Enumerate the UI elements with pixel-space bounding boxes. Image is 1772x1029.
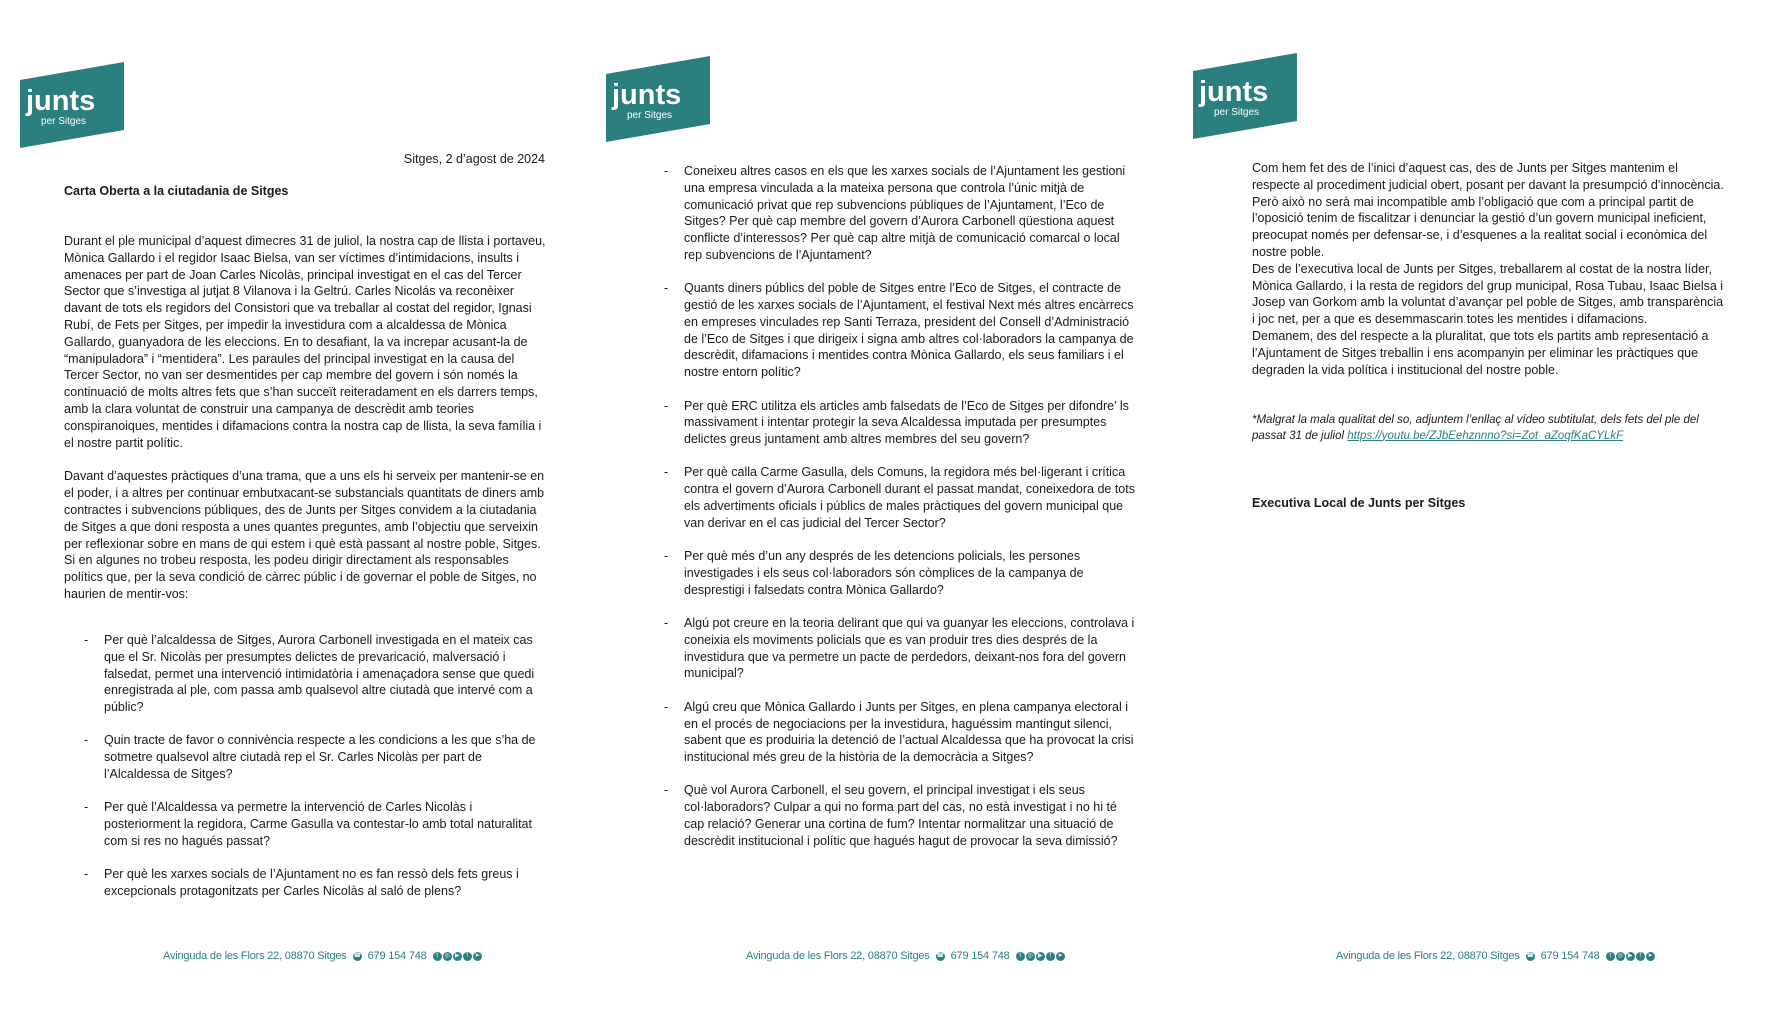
- phone-icon: ☎: [1526, 952, 1534, 959]
- youtube-icon[interactable]: ▶: [453, 952, 462, 961]
- paragraph: Des de l’executiva local de Junts per Sitges, treballarem al costat de la nostra líder, Mònica Gallardo, i la resta de regidors del grup municipal, Rosa Tubau, Isaac Bielsa i Josep van Gorkom amb la voluntat d’avançar pel poble de Sitges, amb transparència i joc net, per a que es desemmascarin totes les mentides i difamacions.: [1252, 261, 1724, 327]
- logo-sub-text: per Sitges: [627, 110, 673, 121]
- letter-closing: [1252, 160, 1727, 378]
- logo-main-text: junts: [1199, 76, 1269, 108]
- list-item: - Per què l’alcaldessa de Sitges, Aurora Carbonell investigada en el mateix cas que el Sr. Nicolàs per presumptes delictes de prevaricació, malversació i falsedat, permet una intervenció intimidatòria i amenaçadora sense que quedi enregistrada al ple, com passa amb qualsevol altre ciutadà que intervé com a públic?: [84, 632, 546, 716]
- list-item: - Què vol Aurora Carbonell, el seu govern, el principal investigat i els seus col·laboradors? Culpar a qui no forma part del cas, no està investigat i no hi té cap relació? Generar una cortina de fum? Intentar normalitzar una situació de descrèdit institucional i polític que hagués hagut de provocar la seva dimissió?: [664, 782, 1138, 849]
- letter-title: Carta Oberta a la ciutadania de Sitges: [64, 184, 289, 198]
- footer-address: Avinguda de les Flors 22, 08870 Sitges: [1336, 950, 1520, 962]
- footer-address: Avinguda de les Flors 22, 08870 Sitges: [746, 950, 930, 962]
- youtube-icon[interactable]: ▶: [1626, 952, 1635, 961]
- youtube-icon[interactable]: ▶: [1036, 952, 1045, 961]
- phone-icon: ☎: [353, 952, 361, 959]
- instagram-icon[interactable]: ◎: [444, 952, 450, 959]
- social-icons: [1016, 952, 1065, 961]
- instagram-icon[interactable]: ◎: [1027, 952, 1033, 959]
- paragraph: Durant el ple municipal d’aquest dimecres 31 de juliol, la nostra cap de llista i portaveu, Mònica Gallardo i el regidor Isaac Bielsa, van ser víctimes d’intimidacions, insults i amenaces per part de Joan Carles Nicolàs, principal investigat en el cas del Tercer Sector que s’investiga al jutjat 8 Vilanova i la Geltrú. Carles Nicolás va reconèixer davant de tots els regidors del Consistori que va treballar al costat del regidor, Ignasi Rubí, de Fets per Sitges, per impedir la investidura com a alcaldessa de Mònica Gallardo, guanyadora de les eleccions. En to desafiant, la va increpar acusant-la de “manipuladora” i “mentidera”. Les paraules del principal investigat en la causa del Tercer Sector, no van ser desmentides per cap membre del govern i són només la continuació de molts altres fets que s’han succeït reiteradament en els darrers temps, amb la clara voluntat de construir una campanya de descrèdit amb teories conspiranoiques, mentides i difamacions contra la nostra cap de llista, la seva família i el nostre partit polític.: [64, 234, 546, 450]
- list-item: - Quants diners públics del poble de Sitges entre l’Eco de Sitges, el contracte de gestió de les xarxes socials de l’Ajuntament, el festival Next més altres encàrrecs en empreses vinculades rep Santi Terraza, president del Consell d’Administració de l’Eco de Sitges i que dirigeix i signa amb altres col·laboradors la campanya de descrèdit, difamacions i mentides contra Mònica Gallardo, els seus familiars i el nostre entorn polític?: [664, 280, 1138, 381]
- question-list: [664, 163, 1138, 866]
- list-item: - Per què més d’un any després de les detencions policials, les persones investigades i els seus col·laboradors són còmplices de la campanya de desprestigi i falsedats contra Mònica Gallardo?: [664, 548, 1138, 598]
- question-list: [84, 632, 546, 916]
- letter-intro: [64, 233, 546, 620]
- list-item: - Algú pot creure en la teoria delirant que qui va guanyar les eleccions, controlava i coneixia els moviments policials que es van produir tres dies després de la investidura que va permetre un pacte de perdedors, deixant-nos fora del govern municipal?: [664, 615, 1138, 682]
- logo-sub-text: per Sitges: [41, 116, 87, 127]
- list-item: - Per què l’Alcaldessa va permetre la intervenció de Carles Nicolàs i posteriorment la regidora, Carme Gasulla va contestar-lo amb total naturalitat com si res no hagués passat?: [84, 799, 546, 849]
- list-item: - Quin tracte de favor o connivència respecte a les condicions a les que s’ha de sotmetre qualsevol altre ciutadà rep el Sr. Carles Nicolàs per part de l’Alcaldessa de Sitges?: [84, 732, 546, 782]
- twitter-icon[interactable]: t: [1016, 952, 1025, 961]
- paragraph: Demanem, des del respecte a la pluralitat, que tots els partits amb representació a l’Ajuntament de Sitges treballin i ens acompanyin per eliminar les pràctiques que degraden la vida política i institucional del nostre poble.: [1252, 328, 1709, 377]
- letter-page-2: [590, 0, 1180, 1029]
- footer-phone: 679 154 748: [1540, 950, 1600, 962]
- signature: Executiva Local de Junts per Sitges: [1252, 496, 1466, 510]
- list-item: - Per què les xarxes socials de l’Ajuntament no es fan ressò dels fets greus i excepcionals protagonitzats per Carles Nicolàs al saló de plens?: [84, 866, 546, 900]
- facebook-icon[interactable]: f: [463, 952, 472, 961]
- phone-icon: ☎: [936, 952, 944, 959]
- letter-page-1: [0, 0, 580, 1029]
- list-item: - Algú creu que Mònica Gallardo i Junts per Sitges, en plena campanya electoral i en el procés de negociacions per la investidura, haguéssim mantingut silenci, sabent que es produiria la detenció de l’actual Alcaldessa que ha provocat la crisi institucional més greu de la història de la democràcia a Sitges?: [664, 699, 1138, 766]
- letter-date: Sitges, 2 d’agost de 2024: [403, 152, 545, 166]
- logo-main-text: junts: [26, 85, 96, 117]
- logo-main-text: junts: [612, 79, 682, 111]
- paragraph: Davant d’aquestes pràctiques d’una trama, que a uns els hi serveix per mantenir-se en el poder, i a altres per continuar embutxacant-se substancials quantitats de diners amb contractes i subvencions públiques, des de Junts per Sitges convidem a la ciutadania de Sitges a que doni resposta a unes quantes preguntes, amb l’objectiu que serveixin per reflexionar sobre en mans de qui estem i què està passant al nostre poble, Sitges. Si en algunes no trobeu resposta, les podeu dirigir directament als responsables polítics que, per la seva condició de càrrec públic i de governar el poble de Sitges, no haurien de mentir-vos:: [64, 469, 545, 601]
- telegram-icon[interactable]: ➤: [473, 952, 482, 961]
- letter-page-3: [1180, 0, 1772, 1029]
- list-item: - Coneixeu altres casos en els que les xarxes socials de l’Ajuntament les gestioni una empresa vinculada a la mateixa persona que controla l’únic mitjà de comunicació privat que rep subvencions públiques de l’Ajuntament, l’Eco de Sitges? Per què cap membre del govern d’Aurora Carbonell qüestiona aquest conflicte d’interessos? Per què cap altre mitjà de comunicació comarcal o local rep subvencions de l’Ajuntament?: [664, 163, 1138, 264]
- junts-logo: [1193, 53, 1297, 139]
- logo-sub-text: per Sitges: [1214, 107, 1260, 118]
- letter-footer: [746, 948, 1065, 964]
- facebook-icon[interactable]: f: [1636, 952, 1645, 961]
- list-item: - Per què ERC utilitza els articles amb falsedats de l’Eco de Sitges per difondre’ ls massivament i intentar protegir la seva Alcaldessa imputada per presumptes delictes greus juntament amb altres membres del seu govern?: [664, 398, 1138, 448]
- footer-phone: 679 154 748: [367, 950, 427, 962]
- telegram-icon[interactable]: ➤: [1646, 952, 1655, 961]
- paragraph: Com hem fet des de l’inici d’aquest cas, des de Junts per Sitges mantenim el respecte al procediment judicial obert, posant per davant la presumpció d’innocència. Però això no serà mai incompatible amb l’obligació que com a principal partit de l’oposició tenim de fiscalitzar i denunciar la gestió d’un govern municipal ineficient, preocupat només per defensar-se, i d’esquenes a la realitat social i econòmica del nostre poble.: [1252, 161, 1724, 259]
- twitter-icon[interactable]: t: [433, 952, 442, 961]
- telegram-icon[interactable]: ➤: [1056, 952, 1065, 961]
- facebook-icon[interactable]: f: [1046, 952, 1055, 961]
- list-item: - Per què calla Carme Gasulla, dels Comuns, la regidora més bel·ligerant i crítica contra el govern d’Aurora Carbonell durant el passat mandat, coneixedora de tots els advertiments oficials i públics de males pràctiques del govern municipal que van derivar en el cas judicial del Tercer Sector?: [664, 464, 1138, 531]
- footer-phone: 679 154 748: [950, 950, 1010, 962]
- footer-address: Avinguda de les Flors 22, 08870 Sitges: [163, 950, 347, 962]
- junts-logo: [20, 62, 124, 148]
- instagram-icon[interactable]: ◎: [1617, 952, 1623, 959]
- twitter-icon[interactable]: t: [1606, 952, 1615, 961]
- letter-footer: [163, 948, 482, 964]
- video-link[interactable]: https://youtu.be/ZJbEehznnno?si=Zot_aZoqfKaCYLkF: [1347, 429, 1624, 442]
- social-icons: [1606, 952, 1655, 961]
- letter-footer: [1336, 948, 1655, 964]
- junts-logo: [606, 56, 710, 142]
- social-icons: [433, 952, 482, 961]
- video-note: [1252, 413, 1730, 444]
- video-note-text: *Malgrat la mala qualitat del so, adjuntem l’enllaç al vídeo subtitulat, dels fets del ple del passat 31 de juliol: [1252, 414, 1699, 442]
